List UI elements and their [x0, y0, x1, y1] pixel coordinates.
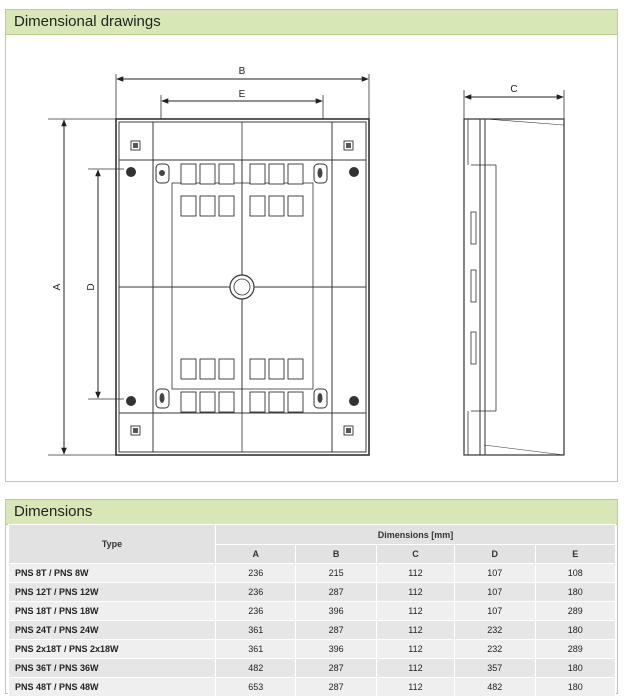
value-cell: 361 — [216, 640, 296, 659]
type-cell: PNS 24T / PNS 24W — [9, 621, 216, 640]
table-row — [9, 621, 616, 640]
value-cell: 112 — [376, 564, 454, 583]
value-cell: 180 — [535, 678, 616, 697]
table-row — [9, 678, 616, 697]
dimension-d — [86, 169, 124, 399]
value-cell: 215 — [296, 564, 376, 583]
column-header: B — [296, 545, 376, 564]
value-cell: 107 — [455, 602, 535, 621]
value-cell: 112 — [376, 621, 454, 640]
value-cell: 236 — [216, 564, 296, 583]
type-cell: PNS 18T / PNS 18W — [9, 602, 216, 621]
dimension-e — [161, 89, 323, 119]
dim-label-b: B — [238, 66, 246, 77]
value-cell: 289 — [535, 602, 616, 621]
value-cell: 357 — [455, 659, 535, 678]
table-row — [9, 659, 616, 678]
type-cell: PNS 2x18T / PNS 2x18W — [9, 640, 216, 659]
value-cell: 361 — [216, 621, 296, 640]
type-cell: PNS 12T / PNS 12W — [9, 583, 216, 602]
value-cell: 289 — [535, 640, 616, 659]
dim-label-e: E — [238, 89, 246, 100]
dimensions-panel — [5, 499, 618, 694]
column-header: C — [376, 545, 454, 564]
value-cell: 112 — [376, 678, 454, 697]
table-row — [9, 602, 616, 621]
table-row — [9, 583, 616, 602]
type-cell: PNS 48T / PNS 48W — [9, 678, 216, 697]
value-cell: 108 — [535, 564, 616, 583]
value-cell: 396 — [296, 640, 376, 659]
value-cell: 482 — [216, 659, 296, 678]
dim-label-c: C — [510, 84, 518, 95]
dim-label-d: D — [86, 283, 97, 291]
value-cell: 287 — [296, 659, 376, 678]
value-cell: 236 — [216, 602, 296, 621]
value-cell: 112 — [376, 602, 454, 621]
type-header: Type — [9, 525, 216, 564]
type-cell: PNS 36T / PNS 36W — [9, 659, 216, 678]
value-cell: 287 — [296, 678, 376, 697]
value-cell: 236 — [216, 583, 296, 602]
dim-label-a: A — [52, 283, 63, 291]
column-header: A — [216, 545, 296, 564]
side-view — [464, 119, 564, 455]
value-cell: 112 — [376, 583, 454, 602]
dimensions-group-header: Dimensions [mm] — [216, 525, 616, 545]
value-cell: 107 — [455, 583, 535, 602]
value-cell: 396 — [296, 602, 376, 621]
value-cell: 232 — [455, 640, 535, 659]
value-cell: 112 — [376, 659, 454, 678]
front-view — [116, 119, 369, 455]
value-cell: 482 — [455, 678, 535, 697]
column-header: E — [535, 545, 616, 564]
dimensions-title: Dimensions — [6, 500, 617, 525]
value-cell: 653 — [216, 678, 296, 697]
dimensions-table — [8, 524, 616, 697]
table-row — [9, 640, 616, 659]
value-cell: 180 — [535, 621, 616, 640]
technical-drawing — [6, 35, 615, 481]
table-row — [9, 564, 616, 583]
value-cell: 232 — [455, 621, 535, 640]
value-cell: 112 — [376, 640, 454, 659]
dimension-c — [464, 84, 564, 119]
table-header-row — [9, 525, 616, 545]
value-cell: 287 — [296, 583, 376, 602]
column-header: D — [455, 545, 535, 564]
type-cell: PNS 8T / PNS 8W — [9, 564, 216, 583]
value-cell: 287 — [296, 621, 376, 640]
drawings-panel — [5, 9, 618, 482]
drawings-title: Dimensional drawings — [6, 10, 617, 35]
value-cell: 180 — [535, 659, 616, 678]
value-cell: 180 — [535, 583, 616, 602]
value-cell: 107 — [455, 564, 535, 583]
